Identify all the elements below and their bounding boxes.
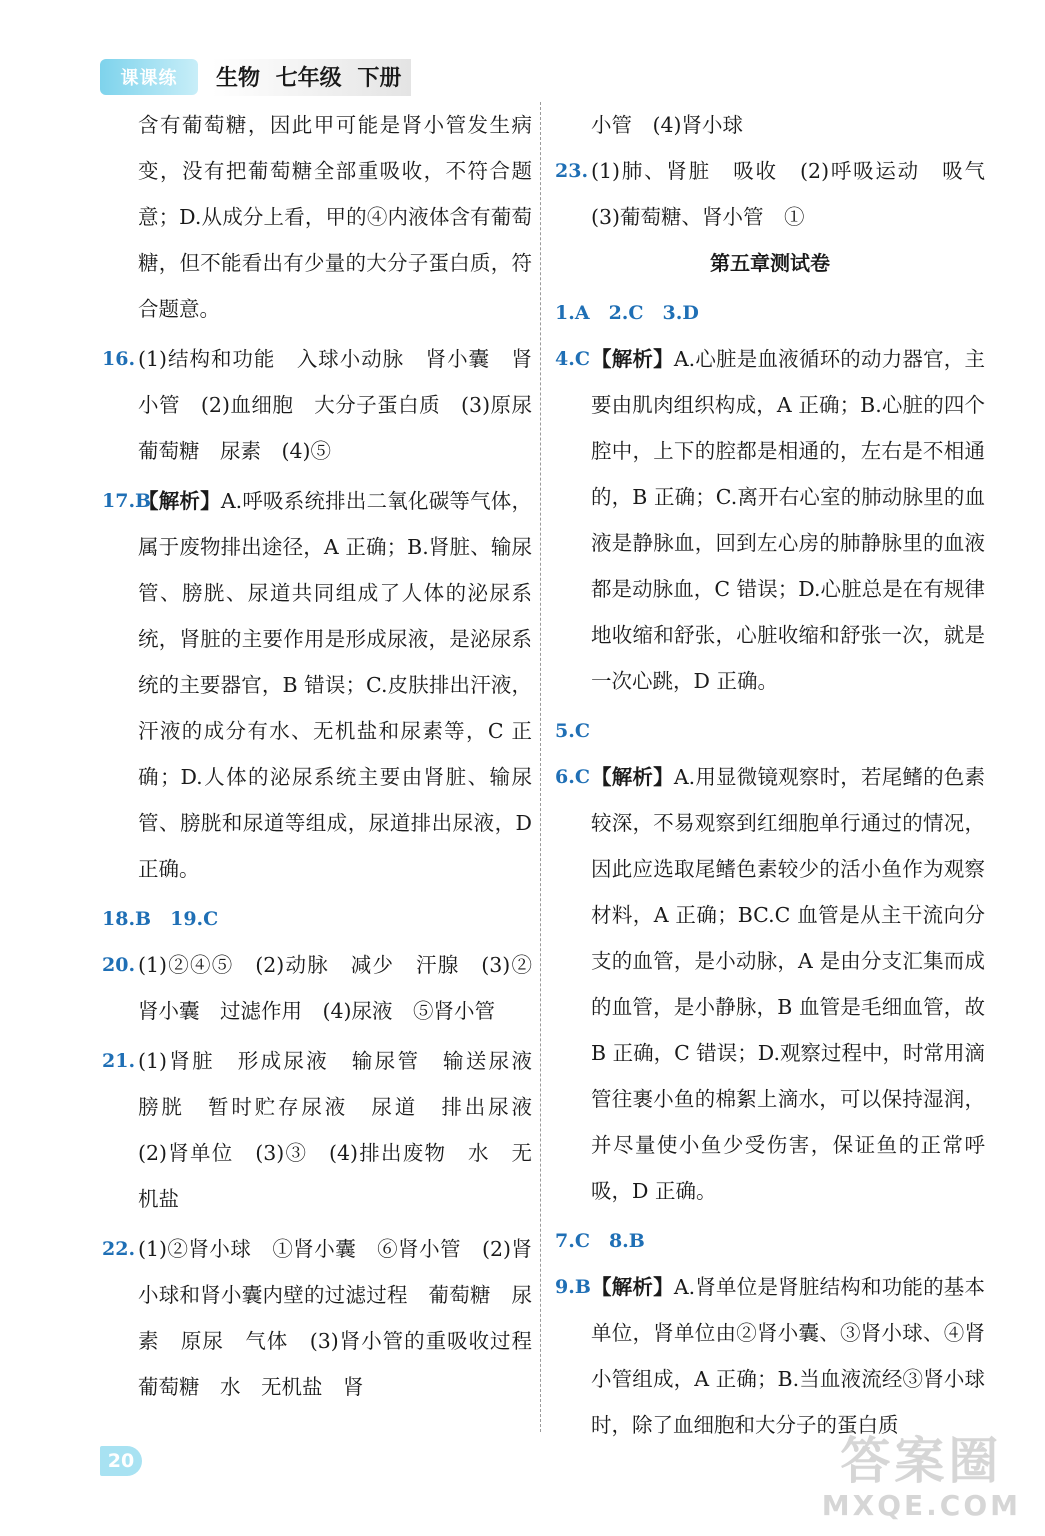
- item-text: (1)②肾小球 ①肾小囊 ⑥肾小管 (2)肾小球和肾小囊内壁的过滤过程 葡萄糖 尿素 原尿 气体 (3)肾小管的重吸收过程 葡萄糖 水 无机盐 肾: [138, 1237, 553, 1399]
- watermark-sub: MXQE.COM: [821, 1489, 1021, 1522]
- page-header: [100, 56, 411, 98]
- watermark-main: 答案圈: [840, 1432, 1003, 1490]
- item-number: 6.C: [555, 766, 590, 788]
- continued-paragraph: 小管 (4)肾小球: [591, 113, 744, 137]
- column-divider: [540, 102, 541, 1432]
- answers-7-8: 7.C 8.B: [555, 1230, 645, 1252]
- item-text: A.用显微镜观察时，若尾鳍的色素较深，不易观察到红细胞单行通过的情况，因此应选取尾鳍色素较少的活小鱼作为观察材料，A 正确；BC.C 血管是从主干流向分支的血管，是小动脉，A 是由分支汇集而成的血管，是小静脉，B 血管是毛细血管，故 B 正确，C 错误；D.观察过程中，时常用滴管往裹小鱼的棉絮上滴水，可以保持湿润，并尽量使小鱼少受伤害，保证鱼的正常呼吸，D 正确。: [591, 765, 986, 1203]
- answer-item-20: [102, 942, 532, 1034]
- answer-item-18-19: 18.B 19.C: [102, 908, 219, 930]
- item-text: A.肾单位是肾脏结构和功能的基本单位，肾单位由②肾小囊、③肾小球、④肾小管组成，A 正确；B.当血液流经③肾小球时，除了血细胞和大分子的蛋白质: [591, 1275, 986, 1437]
- right-column: [555, 102, 1006, 1448]
- item-number: 23.: [555, 160, 589, 182]
- answer-item-6: [555, 754, 985, 1214]
- answers-1-3: 1.A 2.C 3.D: [555, 302, 699, 324]
- item-number: 9.B: [555, 1276, 591, 1298]
- item-number: 4.C: [555, 348, 590, 370]
- analysis-label: 【解析】: [138, 489, 221, 513]
- item-text: A.心脏是血液循环的动力器官，主要由肌肉组织构成，A 正确；B.心脏的四个腔中，上下的腔都是相通的，左右是不相通的，B 正确；C.离开右心室的肺动脉里的血液是静脉血，回到左心房的肺静脉里的血液都是动脉血，C 错误；D.心脏总是在有规律地收缩和舒张，心脏收缩和舒张一次，就是一次心跳，D 正确。: [591, 347, 986, 693]
- watermark: [822, 1433, 1021, 1522]
- answer-item-23: [555, 148, 1006, 240]
- item-text: (1)②④⑤ (2)动脉 减少 汗腺 (3)②肾小囊 过滤作用 (4)尿液 ⑤肾小管: [138, 953, 532, 1023]
- left-column: [102, 102, 553, 1410]
- analysis-label: 【解析】: [591, 1275, 674, 1299]
- analysis-label: 【解析】: [591, 765, 674, 789]
- section-title: 第五章测试卷: [710, 251, 830, 275]
- answer-item-16: [102, 336, 553, 474]
- answer-item-17: [102, 478, 532, 892]
- item-number: 16.: [102, 348, 136, 370]
- item-text: (1)肾脏 形成尿液 输尿管 输送尿液 膀胱 暂时贮存尿液 尿道 排出尿液 (2)肾单位 (3)③ (4)排出废物 水 无机盐: [138, 1049, 553, 1211]
- continued-paragraph: 含有葡萄糖，因此甲可能是肾小管发生病变，没有把葡萄糖全部重吸收，不符合题意；D.从成分上看，甲的④内液体含有葡萄糖，但不能看出有少量的大分子蛋白质，符合题意。: [138, 113, 532, 321]
- item-number: 17.B: [102, 490, 152, 512]
- book-title: 生物 七年级 下册: [212, 59, 411, 96]
- item-number: 22.: [102, 1238, 136, 1260]
- answer-item-4: [555, 336, 985, 704]
- item-text: A.呼吸系统排出二氧化碳等气体，属于废物排出途径，A 正确；B.肾脏、输尿管、膀胱、尿道共同组成了人体的泌尿系统，肾脏的主要作用是形成尿液，是泌尿系统的主要器官，B 错误；C.皮肤排出汗液，汗液的成分有水、无机盐和尿素等，C 正确；D.人体的泌尿系统主要由肾脏、输尿管、膀胱和尿道等组成，尿道排出尿液，D 正确。: [138, 489, 533, 881]
- analysis-label: 【解析】: [591, 347, 674, 371]
- item-number: 21.: [102, 1050, 136, 1072]
- answer-item-22: [102, 1226, 553, 1410]
- series-logo: 课课练: [100, 59, 198, 95]
- answer-item-9: [555, 1264, 985, 1448]
- item-text: (1)肺、肾脏 吸收 (2)呼吸运动 吸气 (3)葡萄糖、肾小管 ①: [591, 159, 1006, 229]
- answer-5: 5.C: [555, 720, 590, 742]
- answer-item-21: [102, 1038, 553, 1222]
- item-number: 20.: [102, 954, 136, 976]
- item-text: (1)结构和功能 入球小动脉 肾小囊 肾小管 (2)血细胞 大分子蛋白质 (3)原尿 葡萄糖 尿素 (4)⑤: [138, 347, 553, 463]
- page-number: 20: [100, 1446, 142, 1476]
